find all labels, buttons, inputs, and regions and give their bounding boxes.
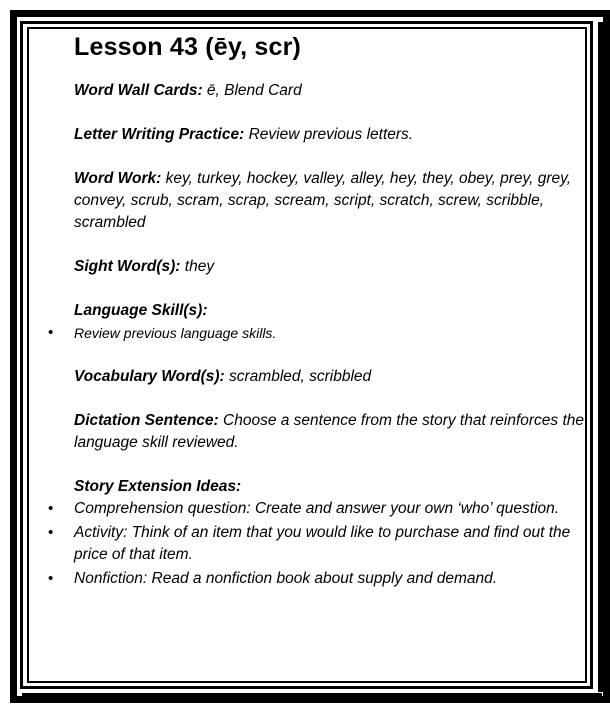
- word-wall-label: Word Wall Cards:: [74, 82, 203, 99]
- story-extension-label: Story Extension Ideas:: [74, 478, 242, 495]
- page-title: Lesson 43 (ēy, scr): [74, 33, 302, 61]
- letter-writing-label: Letter Writing Practice:: [74, 126, 245, 143]
- word-work-label: Word Work:: [74, 170, 162, 187]
- sight-words-label: Sight Word(s):: [74, 258, 181, 275]
- dictation-label: Dictation Sentence:: [74, 412, 219, 429]
- vocabulary-section: [74, 366, 594, 388]
- vocabulary-text: scrambled, scribbled: [224, 368, 372, 385]
- bottom-border-bar: [22, 693, 602, 697]
- lesson-content: [48, 30, 594, 612]
- letter-writing-section: [74, 124, 594, 146]
- list-item: • Comprehension question: Create and answer your own ‘who’ question.: [74, 498, 594, 520]
- bullet-icon: •: [48, 570, 54, 587]
- right-border-bar: [598, 22, 604, 692]
- language-skills-list: [48, 322, 594, 344]
- list-item: • Nonfiction: Read a nonfiction book about supply and demand.: [74, 568, 594, 590]
- language-skills-section: [74, 300, 594, 322]
- bullet-icon: •: [48, 500, 54, 517]
- dictation-section: [74, 410, 594, 454]
- language-skills-label: Language Skill(s):: [74, 302, 208, 319]
- word-work-text: key, turkey, hockey, valley, alley, hey, they, obey, prey, grey, convey, scrub, scram, scrap, scream, script, scratch, screw, scribble, scrambled: [74, 170, 572, 231]
- word-wall-section: [74, 80, 594, 102]
- list-item: • Review previous language skills.: [74, 322, 594, 344]
- word-work-section: [74, 168, 594, 234]
- bullet-icon: •: [48, 324, 54, 341]
- story-extension-section: [74, 476, 594, 498]
- vocabulary-label: Vocabulary Word(s):: [74, 368, 225, 385]
- sight-words-section: [74, 256, 594, 278]
- letter-writing-text: Review previous letters.: [244, 126, 414, 143]
- story-extension-list: [48, 498, 594, 590]
- bullet-icon: •: [48, 524, 54, 541]
- list-item: • Activity: Think of an item that you would like to purchase and find out the price of that item.: [48, 524, 571, 563]
- dictation-text: Choose a sentence from the story that reinforces the language skill reviewed.: [74, 412, 585, 451]
- sight-words-text: they: [180, 258, 215, 275]
- word-wall-text: ē, Blend Card: [202, 82, 302, 99]
